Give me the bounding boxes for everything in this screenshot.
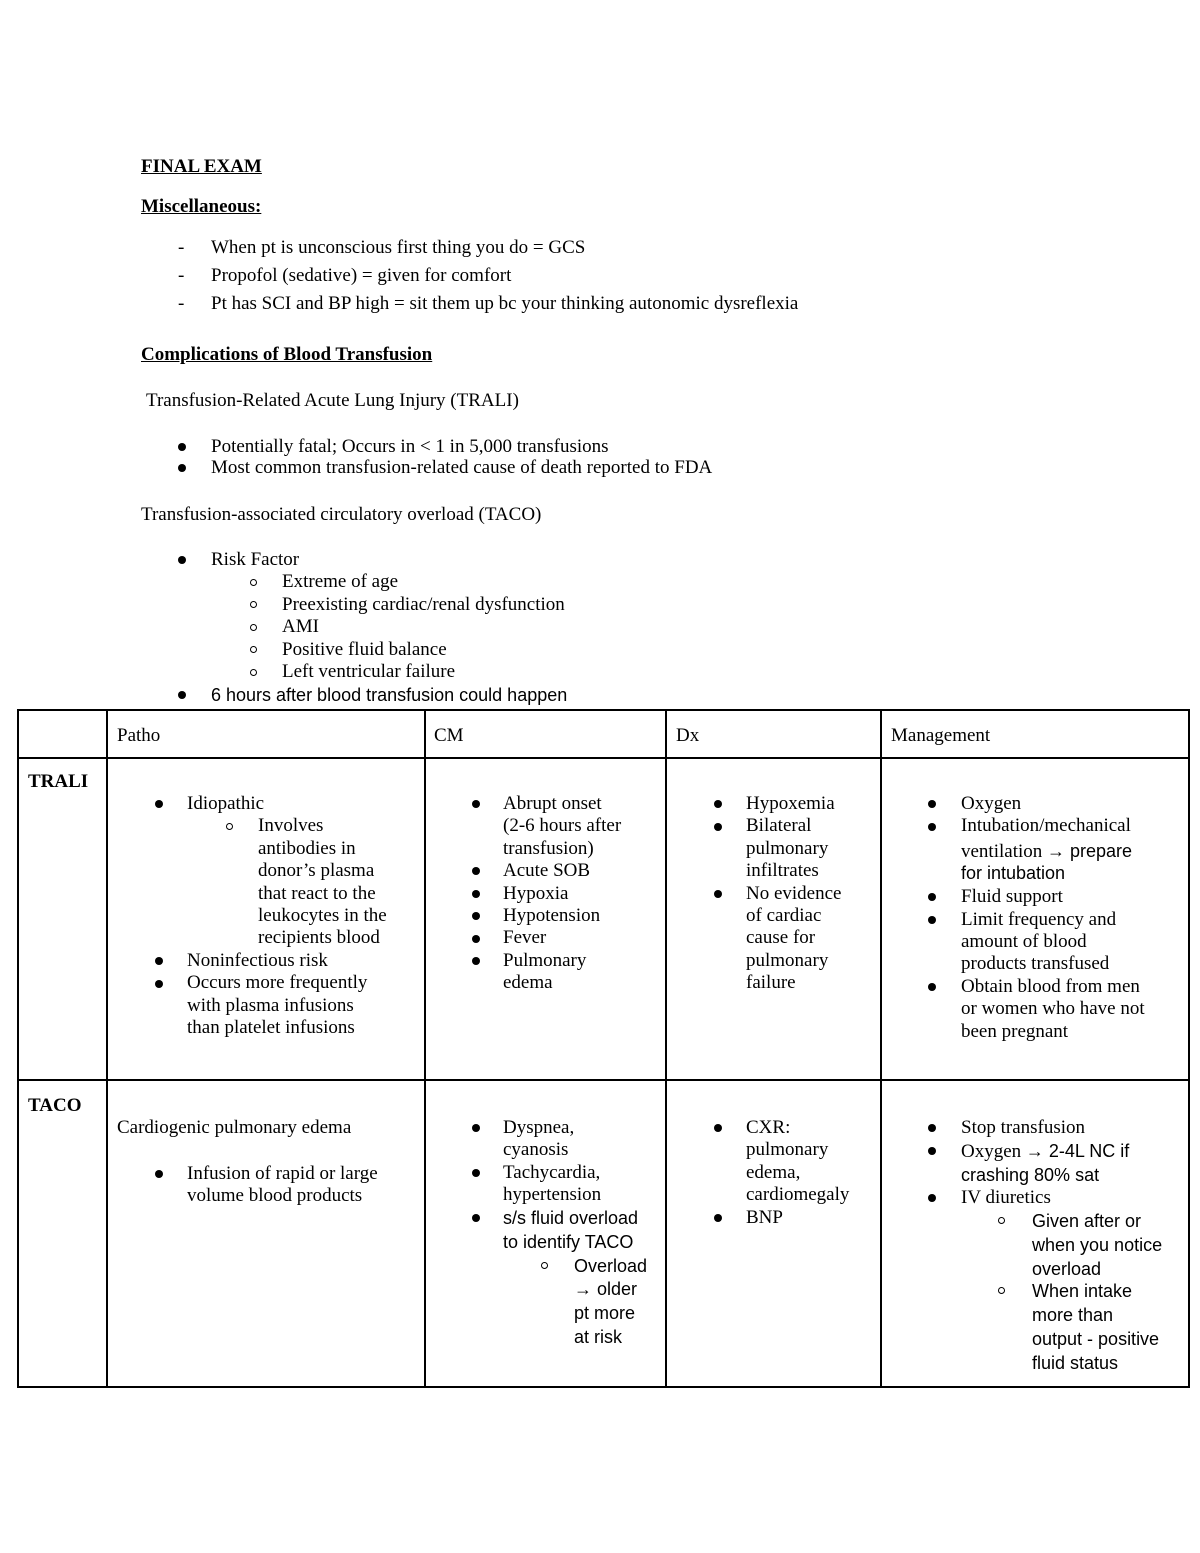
sub-bullet-icon <box>998 1217 1005 1224</box>
bullet-icon <box>714 1124 722 1132</box>
bullet-icon <box>178 556 186 564</box>
complications-heading: Complications of Blood Transfusion <box>141 344 433 365</box>
taco-dx-text: CXR: <box>746 1117 791 1138</box>
taco-cm-text: Tachycardia, <box>503 1162 601 1183</box>
bullet-icon <box>714 890 722 898</box>
trali-patho-text: recipients blood <box>258 927 380 948</box>
col-header-dx: Dx <box>676 725 700 746</box>
table-border <box>17 709 19 1388</box>
taco-mgmt-text: Oxygen <box>961 1141 1026 1162</box>
bullet-icon <box>472 957 480 965</box>
trali-cm-text: Pulmonary <box>503 950 587 971</box>
bullet-icon <box>928 823 936 831</box>
taco-cm-text: s/s fluid overload <box>503 1208 639 1228</box>
trali-dx-text: pulmonary <box>746 838 829 859</box>
trali-patho-text: leukocytes in the <box>258 905 387 926</box>
taco-patho-text: volume blood products <box>187 1185 363 1206</box>
sub-bullet-icon <box>541 1262 548 1269</box>
bullet-icon <box>472 800 480 808</box>
trali-cm-text: Hypoxia <box>503 883 569 904</box>
taco-mgmt-text: When intake <box>1032 1281 1133 1301</box>
bullet-icon <box>928 1124 936 1132</box>
trali-mgmt-text: Fluid support <box>961 886 1063 907</box>
trali-patho-text: Noninfectious risk <box>187 950 328 971</box>
sub-bullet-icon <box>250 601 257 608</box>
bullet-icon <box>928 1194 936 1202</box>
bullet-icon <box>472 935 480 943</box>
misc-item: When pt is unconscious first thing you do = GCS <box>211 237 586 258</box>
trali-dx-text: Bilateral <box>746 815 812 836</box>
taco-cm-text: cyanosis <box>503 1139 569 1160</box>
col-header-management: Management <box>891 725 991 746</box>
risk-item: Left ventricular failure <box>282 661 456 682</box>
taco-mgmt-text: output - positive <box>1032 1329 1160 1349</box>
dash-marker: - <box>178 265 185 286</box>
taco-cm-text: pt more <box>574 1303 636 1323</box>
trali-patho-text: than platelet infusions <box>187 1017 355 1038</box>
trali-patho-text: that react to the <box>258 883 376 904</box>
sub-bullet-icon <box>250 646 257 653</box>
table-border <box>106 709 108 1388</box>
taco-mgmt-text: Given after or <box>1032 1211 1142 1231</box>
trali-item: Potentially fatal; Occurs in < 1 in 5,000 transfusions <box>211 436 609 457</box>
risk-item: Extreme of age <box>282 571 399 592</box>
taco-dx-text: edema, <box>746 1162 801 1183</box>
bullet-icon <box>928 893 936 901</box>
bullet-icon <box>928 916 936 924</box>
taco-patho-text: Infusion of rapid or large <box>187 1163 378 1184</box>
col-header-cm: CM <box>434 725 464 746</box>
taco-mgmt-text <box>961 1140 1129 1163</box>
bullet-icon <box>928 983 936 991</box>
trali-cm-text: transfusion) <box>503 838 594 859</box>
bullet-icon <box>155 980 163 988</box>
taco-mgmt-text: crashing 80% sat <box>961 1165 1100 1185</box>
trali-patho-text: with plasma infusions <box>187 995 354 1016</box>
table-border <box>17 1386 1190 1388</box>
trali-mgmt-text: Intubation/mechanical <box>961 815 1131 836</box>
table-border <box>1188 709 1190 1388</box>
table-border <box>880 709 882 1388</box>
risk-item: Positive fluid balance <box>282 639 447 660</box>
bullet-icon <box>178 464 186 472</box>
bullet-icon <box>178 443 186 451</box>
misc-item: Propofol (sedative) = given for comfort <box>211 265 512 286</box>
bullet-icon <box>714 823 722 831</box>
table-border <box>17 1079 1190 1081</box>
trali-mgmt-text: for intubation <box>961 863 1066 883</box>
bullet-icon <box>155 800 163 808</box>
bullet-icon <box>472 890 480 898</box>
taco-mgmt-text: fluid status <box>1032 1353 1119 1373</box>
trali-title: Transfusion-Related Acute Lung Injury (TRALI) <box>146 390 519 411</box>
trali-dx-text: cause for <box>746 927 816 948</box>
row-label-taco: TACO <box>28 1095 82 1116</box>
trali-patho-text: antibodies in <box>258 838 356 859</box>
trali-mgmt-text: ventilation <box>961 841 1048 862</box>
taco-mgmt-text: → 2-4L NC if <box>1025 1141 1130 1161</box>
sub-bullet-icon <box>250 579 257 586</box>
taco-cm-text: hypertension <box>503 1184 602 1205</box>
trali-dx-text: failure <box>746 972 796 993</box>
sub-bullet-icon <box>250 624 257 631</box>
bullet-icon <box>472 867 480 875</box>
trali-patho-text: Idiopathic <box>187 793 265 814</box>
dash-marker: - <box>178 293 185 314</box>
trali-dx-text: pulmonary <box>746 950 829 971</box>
table-border <box>665 709 667 1388</box>
misc-item: Pt has SCI and BP high = sit them up bc your thinking autonomic dysreflexia <box>211 293 799 314</box>
bullet-icon <box>928 1147 936 1155</box>
taco-mgmt-text: IV diuretics <box>961 1187 1051 1208</box>
taco-cm-text: Overload <box>574 1256 648 1276</box>
trali-patho-text: Occurs more frequently <box>187 972 368 993</box>
dash-marker: - <box>178 237 185 258</box>
trali-mgmt-text: products transfused <box>961 953 1110 974</box>
bullet-icon <box>928 800 936 808</box>
risk-factor: Risk Factor <box>211 549 300 570</box>
six-hours-note: 6 hours after blood transfusion could happen <box>211 685 568 705</box>
trali-patho-text: Involves <box>258 815 324 836</box>
trali-cm-text: (2-6 hours after <box>503 815 622 836</box>
bullet-icon <box>472 1169 480 1177</box>
taco-mgmt-text: when you notice <box>1032 1235 1163 1255</box>
bullet-icon <box>155 1170 163 1178</box>
table-border <box>17 757 1190 759</box>
page-title: FINAL EXAM <box>141 156 262 177</box>
taco-mgmt-text: Stop transfusion <box>961 1117 1086 1138</box>
risk-item: Preexisting cardiac/renal dysfunction <box>282 594 565 615</box>
taco-cm-text: Dyspnea, <box>503 1117 575 1138</box>
bullet-icon <box>472 1214 480 1222</box>
taco-cm-text: → older <box>574 1279 638 1299</box>
trali-item: Most common transfusion-related cause of death reported to FDA <box>211 457 713 478</box>
taco-dx-text: pulmonary <box>746 1139 829 1160</box>
trali-cm-text: Acute SOB <box>503 860 591 881</box>
trali-mgmt-text: or women who have not <box>961 998 1145 1019</box>
taco-cm-text: to identify TACO <box>503 1232 634 1252</box>
trali-cm-text: Abrupt onset <box>503 793 602 814</box>
col-header-patho: Patho <box>117 725 161 746</box>
taco-mgmt-text: overload <box>1032 1259 1102 1279</box>
sub-bullet-icon <box>250 669 257 676</box>
trali-cm-text: edema <box>503 972 553 993</box>
trali-dx-text: infiltrates <box>746 860 819 881</box>
bullet-icon <box>155 957 163 965</box>
trali-mgmt-text: been pregnant <box>961 1021 1069 1042</box>
trali-mgmt-text: Limit frequency and <box>961 909 1117 930</box>
trali-dx-text: of cardiac <box>746 905 822 926</box>
sub-bullet-icon <box>226 823 233 830</box>
trali-patho-text: donor’s plasma <box>258 860 375 881</box>
trali-mgmt-text <box>961 840 1132 863</box>
trali-mgmt-text: amount of blood <box>961 931 1087 952</box>
bullet-icon <box>472 912 480 920</box>
table-border <box>424 709 426 1388</box>
trali-mgmt-text: Oxygen <box>961 793 1022 814</box>
trali-dx-text: No evidence <box>746 883 842 904</box>
risk-item: AMI <box>282 616 319 637</box>
trali-dx-text: Hypoxemia <box>746 793 835 814</box>
trali-cm-text: Fever <box>503 927 547 948</box>
sub-bullet-icon <box>998 1287 1005 1294</box>
misc-heading: Miscellaneous: <box>141 196 262 217</box>
bullet-icon <box>714 800 722 808</box>
taco-mgmt-text: more than <box>1032 1305 1114 1325</box>
trali-mgmt-text: Obtain blood from men <box>961 976 1140 997</box>
bullet-icon <box>714 1214 722 1222</box>
bullet-icon <box>472 1124 480 1132</box>
taco-dx-text: cardiomegaly <box>746 1184 850 1205</box>
trali-mgmt-text: → prepare <box>1047 841 1133 861</box>
table-border <box>17 709 1190 711</box>
taco-patho-title: Cardiogenic pulmonary edema <box>117 1117 352 1138</box>
trali-cm-text: Hypotension <box>503 905 601 926</box>
bullet-icon <box>178 691 186 699</box>
taco-title: Transfusion-associated circulatory overload (TACO) <box>141 504 542 525</box>
taco-dx-text: BNP <box>746 1207 783 1228</box>
taco-cm-text: at risk <box>574 1327 623 1347</box>
row-label-trali: TRALI <box>28 771 89 792</box>
